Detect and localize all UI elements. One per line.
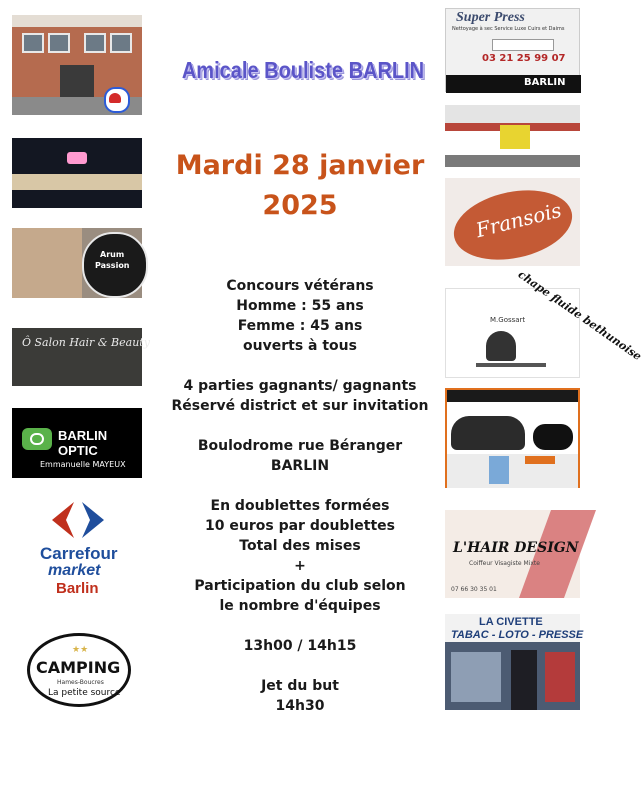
detail-line: Concours vétérans [226,278,374,294]
detail-line: ouverts à tous [243,338,357,354]
optic-name-2: OPTIC [58,443,98,458]
sponsor-barlin-optic [12,408,142,478]
detail-line [165,476,435,496]
sponsor-night-shop-photo [12,138,142,208]
garage-info-panel [447,454,578,488]
detail-line: Homme : 55 ans [236,298,364,314]
optic-owner: Emmanuelle MAYEUX [40,460,126,469]
detail-line: Total des mises [239,538,361,554]
hair-subtitle: Coiffeur Visagiste Mixte [469,560,540,567]
event-details [165,276,435,716]
detail-line [165,416,435,436]
camping-subtitle: La petite source [48,688,121,698]
sponsor-arum-passion [12,228,142,298]
detail-line: Réservé district et sur invitation [171,398,429,414]
chape-name: chape fluide bethunoise [515,267,644,364]
superpress-town: BARLIN [524,77,566,88]
floor-line [476,363,546,367]
garage-banner [447,390,578,402]
sponsor-garage-moto [445,388,580,488]
carrefour-market: market [48,562,101,579]
detail-line: En doublettes formées [210,498,390,514]
glasses-icon [22,428,52,450]
garage-photo [489,456,509,484]
shop-window [451,652,501,702]
camping-place: Hames-Boucres [57,679,104,686]
arum-name-2: Passion [95,261,130,270]
event-date-line1: Mardi 28 janvier [175,150,425,181]
worker-icon [486,331,516,361]
detail-line [165,656,435,676]
civette-name: LA CIVETTE [479,616,543,628]
road [445,155,580,167]
detail-line: 13h00 / 14h15 [243,638,357,654]
superpress-name: Super Press [456,10,525,25]
shop-door [60,65,94,97]
fransois-name: Fransois [473,197,564,243]
salon-name: Ô Salon Hair & Beauty [22,336,150,349]
detail-line: le nombre d'équipes [219,598,381,614]
sponsor-chape-fluide [445,267,644,378]
carrefour-logo-icon [38,498,118,542]
hair-phone: 07 66 30 35 01 [451,586,497,593]
roof [12,15,142,27]
car-icon [451,416,525,450]
detail-line: Jet du but [261,678,339,694]
civette-services: TABAC - LOTO - PRESSE [451,629,584,641]
detail-line [165,356,435,376]
optic-name: BARLIN [58,428,108,443]
detail-line: Femme : 45 ans [237,318,363,334]
garage-label [525,456,555,464]
sponsor-super-press [445,8,580,92]
detail-line: 14h30 [275,698,325,714]
sponsor-la-civette [445,614,584,710]
sponsor-carrefour-market [18,498,136,598]
shop-window-band [12,174,142,190]
carrefour-name: Carrefour [40,544,118,563]
window [84,33,106,53]
shop-sign [492,39,554,51]
window [110,33,132,53]
sponsor-shop-street-photo [445,105,580,167]
sponsor-hair-design [445,510,580,598]
carrefour-town: Barlin [56,580,99,597]
camping-name: CAMPING [36,658,121,677]
star-icon: ★★ [72,645,89,655]
sponsor-fransois-patisserie [445,178,580,266]
chape-owner: M.Gossart [490,316,526,324]
detail-line: 10 euros par doublettes [205,518,395,534]
detail-line: Participation du club selon [194,578,406,594]
sponsor-shopfront-photo [12,15,142,115]
shop-interior-photo [12,228,82,298]
detail-line: + [294,558,306,574]
superpress-services: Nettoyage à sec Service Luxe Cuirs et Daims [452,26,565,32]
shop-sign-yellow [500,125,530,149]
sponsor-salon-hair-beauty [12,328,150,386]
window [22,33,44,53]
heart-icon [109,93,121,103]
shop-window [545,652,575,702]
hair-name: L'HAIR DESIGN [453,540,579,556]
detail-line: Boulodrome rue Béranger [197,438,403,454]
arum-name: Arum [100,250,125,259]
detail-line [165,616,435,636]
event-date-line2: 2025 [262,190,338,221]
neon-sign [67,152,87,164]
sponsor-camping [27,633,131,707]
detail-line: BARLIN [270,458,330,474]
event-title: Amicale Bouliste BARLIN [181,58,425,84]
motorcycle-icon [533,424,573,450]
detail-line: 4 parties gagnants/ gagnants [183,378,417,394]
superpress-phone: 03 21 25 99 07 [482,53,566,64]
shop-door [511,650,537,710]
window [48,33,70,53]
